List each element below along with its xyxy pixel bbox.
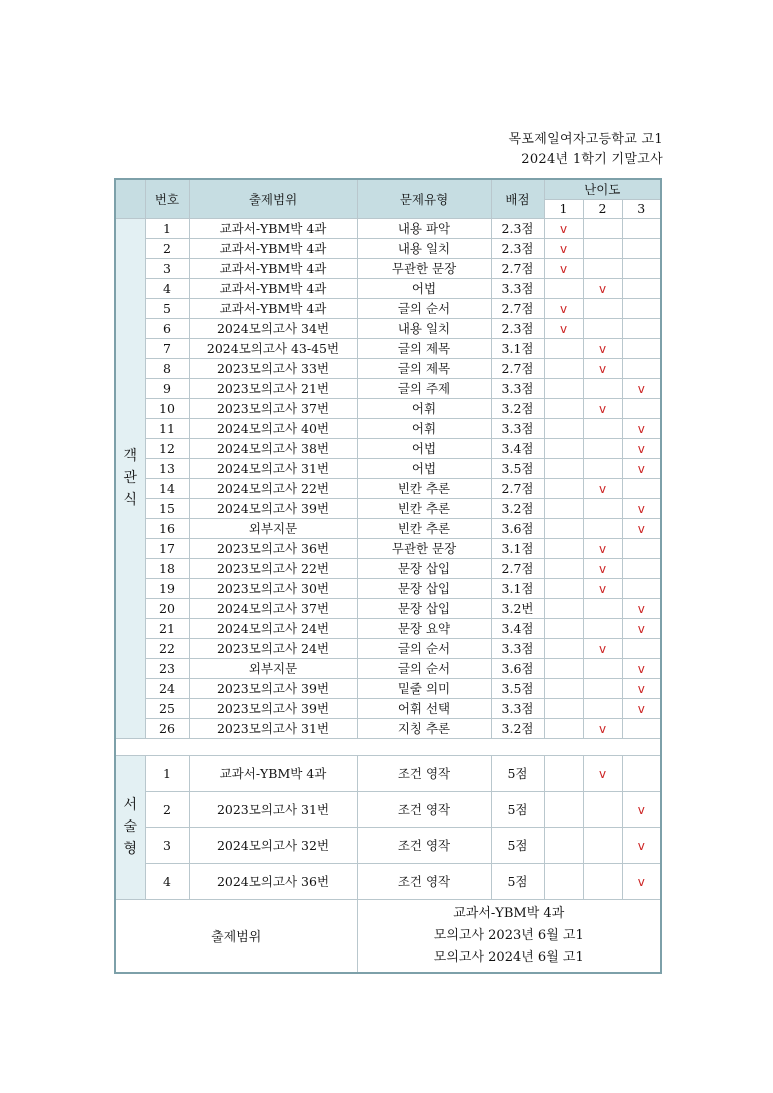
table-row	[115, 318, 661, 338]
exam-spec-table	[114, 178, 662, 974]
question-scope: 2023모의고사 36번	[189, 538, 357, 558]
difficulty-cell-1	[544, 218, 583, 238]
difficulty-cell-1	[544, 358, 583, 378]
scope-summary-line: 교과서-YBM박 4과	[453, 905, 565, 921]
question-type: 글의 주제	[357, 378, 491, 398]
difficulty-cell-1	[544, 498, 583, 518]
question-number: 16	[145, 518, 189, 538]
difficulty-cell-1	[544, 755, 583, 791]
question-number: 8	[145, 358, 189, 378]
question-type: 어법	[357, 438, 491, 458]
section-label-char: 식	[123, 492, 138, 508]
difficulty-cell-3	[622, 358, 661, 378]
difficulty-cell-3	[622, 791, 661, 827]
question-type: 글의 제목	[357, 358, 491, 378]
question-type: 문장 요약	[357, 618, 491, 638]
difficulty-cell-2	[583, 458, 622, 478]
check-mark: v	[598, 341, 607, 356]
question-type: 빈칸 추론	[357, 478, 491, 498]
check-mark: v	[559, 261, 568, 276]
question-scope: 2023모의고사 21번	[189, 378, 357, 398]
scope-summary-label: 출제범위	[115, 899, 357, 973]
table-row	[115, 498, 661, 518]
difficulty-cell-1	[544, 298, 583, 318]
table-row	[115, 678, 661, 698]
header-points: 배점	[491, 179, 544, 218]
question-type: 무관한 문장	[357, 538, 491, 558]
difficulty-cell-2	[583, 618, 622, 638]
check-mark: v	[637, 381, 645, 396]
question-scope: 2024모의고사 38번	[189, 438, 357, 458]
question-type: 빈칸 추론	[357, 498, 491, 518]
scope-summary-row	[115, 899, 661, 973]
question-scope: 교과서-YBM박 4과	[189, 218, 357, 238]
difficulty-cell-1	[544, 538, 583, 558]
difficulty-cell-3	[622, 718, 661, 738]
question-points: 2.3점	[491, 318, 544, 338]
difficulty-cell-2	[583, 658, 622, 678]
question-number: 10	[145, 398, 189, 418]
scope-summary-lines	[357, 899, 661, 973]
difficulty-cell-3	[622, 438, 661, 458]
check-mark: v	[637, 621, 645, 636]
question-points: 2.3점	[491, 218, 544, 238]
difficulty-cell-2	[583, 278, 622, 298]
question-scope: 2023모의고사 31번	[189, 718, 357, 738]
check-mark: v	[637, 874, 645, 889]
section-label-char: 객	[123, 448, 138, 464]
difficulty-cell-1	[544, 618, 583, 638]
difficulty-cell-2	[583, 318, 622, 338]
question-points: 3.2번	[491, 598, 544, 618]
check-mark: v	[637, 701, 645, 716]
question-number: 13	[145, 458, 189, 478]
question-type: 어법	[357, 458, 491, 478]
question-scope: 2023모의고사 39번	[189, 678, 357, 698]
difficulty-cell-3	[622, 298, 661, 318]
question-number: 4	[145, 863, 189, 899]
question-number: 19	[145, 578, 189, 598]
question-points: 3.6점	[491, 518, 544, 538]
question-scope: 2023모의고사 31번	[189, 791, 357, 827]
difficulty-cell-1	[544, 718, 583, 738]
table-row	[115, 827, 661, 863]
question-number: 7	[145, 338, 189, 358]
question-number: 23	[145, 658, 189, 678]
question-number: 24	[145, 678, 189, 698]
table-row	[115, 578, 661, 598]
question-type: 어휘 선택	[357, 698, 491, 718]
difficulty-cell-2	[583, 298, 622, 318]
question-number: 21	[145, 618, 189, 638]
question-points: 3.3점	[491, 278, 544, 298]
question-scope: 2024모의고사 40번	[189, 418, 357, 438]
difficulty-cell-3	[622, 678, 661, 698]
question-scope: 2024모의고사 43-45번	[189, 338, 357, 358]
question-type: 내용 일치	[357, 318, 491, 338]
check-mark: v	[637, 601, 645, 616]
table-row	[115, 698, 661, 718]
table-row	[115, 558, 661, 578]
question-number: 22	[145, 638, 189, 658]
difficulty-cell-1	[544, 658, 583, 678]
question-number: 2	[145, 791, 189, 827]
question-type: 조건 영작	[357, 827, 491, 863]
difficulty-cell-3	[622, 278, 661, 298]
difficulty-cell-2	[583, 258, 622, 278]
check-mark: v	[637, 421, 645, 436]
question-scope: 2023모의고사 33번	[189, 358, 357, 378]
difficulty-cell-2	[583, 558, 622, 578]
question-scope: 2024모의고사 36번	[189, 863, 357, 899]
table-row	[115, 338, 661, 358]
question-type: 내용 파악	[357, 218, 491, 238]
difficulty-cell-2	[583, 358, 622, 378]
difficulty-cell-3	[622, 827, 661, 863]
check-mark: v	[598, 641, 607, 656]
table-row	[115, 478, 661, 498]
question-number: 26	[145, 718, 189, 738]
question-scope: 교과서-YBM박 4과	[189, 298, 357, 318]
check-mark: v	[637, 838, 645, 853]
table-row	[115, 755, 661, 791]
question-type: 문장 삽입	[357, 558, 491, 578]
check-mark: v	[559, 321, 568, 336]
question-points: 3.4점	[491, 618, 544, 638]
question-number: 4	[145, 278, 189, 298]
table-row	[115, 538, 661, 558]
difficulty-cell-3	[622, 598, 661, 618]
question-points: 5점	[491, 755, 544, 791]
difficulty-cell-2	[583, 755, 622, 791]
question-scope: 교과서-YBM박 4과	[189, 258, 357, 278]
question-points: 3.5점	[491, 678, 544, 698]
difficulty-cell-3	[622, 618, 661, 638]
question-type: 어휘	[357, 418, 491, 438]
section-label-char: 서	[123, 797, 138, 813]
difficulty-cell-3	[622, 755, 661, 791]
difficulty-cell-1	[544, 378, 583, 398]
difficulty-cell-3	[622, 418, 661, 438]
question-type: 글의 순서	[357, 658, 491, 678]
question-points: 2.7점	[491, 558, 544, 578]
question-points: 3.1점	[491, 578, 544, 598]
question-type: 글의 제목	[357, 338, 491, 358]
table-row	[115, 658, 661, 678]
question-type: 내용 일치	[357, 238, 491, 258]
question-scope: 2024모의고사 34번	[189, 318, 357, 338]
table-row	[115, 518, 661, 538]
difficulty-cell-1	[544, 518, 583, 538]
question-type: 조건 영작	[357, 755, 491, 791]
header-blank	[115, 179, 145, 218]
difficulty-cell-2	[583, 378, 622, 398]
difficulty-cell-3	[622, 638, 661, 658]
check-mark: v	[598, 481, 607, 496]
difficulty-cell-1	[544, 338, 583, 358]
difficulty-cell-3	[622, 578, 661, 598]
difficulty-cell-1	[544, 791, 583, 827]
question-points: 2.7점	[491, 478, 544, 498]
check-mark: v	[559, 221, 568, 236]
check-mark: v	[598, 721, 607, 736]
difficulty-cell-1	[544, 418, 583, 438]
question-scope: 외부지문	[189, 518, 357, 538]
check-mark: v	[559, 241, 568, 256]
check-mark: v	[598, 766, 607, 781]
header-type: 문제유형	[357, 179, 491, 218]
question-scope: 교과서-YBM박 4과	[189, 238, 357, 258]
difficulty-cell-1	[544, 318, 583, 338]
question-type: 조건 영작	[357, 863, 491, 899]
difficulty-cell-3	[622, 698, 661, 718]
table-row	[115, 791, 661, 827]
question-type: 빈칸 추론	[357, 518, 491, 538]
table-row	[115, 638, 661, 658]
question-points: 3.3점	[491, 638, 544, 658]
question-scope: 2024모의고사 31번	[189, 458, 357, 478]
difficulty-cell-1	[544, 238, 583, 258]
difficulty-cell-2	[583, 418, 622, 438]
question-number: 17	[145, 538, 189, 558]
difficulty-cell-1	[544, 478, 583, 498]
difficulty-cell-3	[622, 458, 661, 478]
difficulty-cell-1	[544, 698, 583, 718]
difficulty-cell-3	[622, 338, 661, 358]
difficulty-cell-1	[544, 678, 583, 698]
difficulty-cell-1	[544, 598, 583, 618]
table-row	[115, 438, 661, 458]
difficulty-cell-3	[622, 318, 661, 338]
question-scope: 2023모의고사 22번	[189, 558, 357, 578]
question-points: 3.5점	[491, 458, 544, 478]
difficulty-cell-3	[622, 538, 661, 558]
question-points: 3.1점	[491, 338, 544, 358]
question-scope: 2024모의고사 24번	[189, 618, 357, 638]
check-mark: v	[637, 521, 645, 536]
question-number: 3	[145, 258, 189, 278]
table-row	[115, 218, 661, 238]
difficulty-cell-3	[622, 558, 661, 578]
table-row	[115, 358, 661, 378]
difficulty-cell-1	[544, 458, 583, 478]
difficulty-cell-3	[622, 498, 661, 518]
objective-section-label	[115, 218, 145, 738]
check-mark: v	[598, 581, 607, 596]
check-mark: v	[637, 461, 645, 476]
check-mark: v	[559, 301, 568, 316]
question-points: 5점	[491, 827, 544, 863]
difficulty-cell-3	[622, 398, 661, 418]
question-points: 3.2점	[491, 398, 544, 418]
table-row	[115, 418, 661, 438]
difficulty-cell-1	[544, 863, 583, 899]
question-type: 글의 순서	[357, 298, 491, 318]
difficulty-cell-1	[544, 558, 583, 578]
question-points: 5점	[491, 863, 544, 899]
header-level-3: 3	[622, 199, 661, 218]
table-row	[115, 278, 661, 298]
question-number: 11	[145, 418, 189, 438]
question-type: 문장 삽입	[357, 598, 491, 618]
difficulty-cell-2	[583, 218, 622, 238]
difficulty-cell-1	[544, 438, 583, 458]
header-difficulty: 난이도	[544, 179, 661, 199]
question-points: 2.3점	[491, 238, 544, 258]
table-row	[115, 618, 661, 638]
question-scope: 2024모의고사 37번	[189, 598, 357, 618]
check-mark: v	[598, 361, 607, 376]
difficulty-cell-2	[583, 338, 622, 358]
difficulty-cell-1	[544, 578, 583, 598]
section-spacer	[115, 738, 661, 755]
difficulty-cell-2	[583, 718, 622, 738]
table-row	[115, 298, 661, 318]
question-points: 3.3점	[491, 698, 544, 718]
question-points: 2.7점	[491, 258, 544, 278]
difficulty-cell-2	[583, 598, 622, 618]
difficulty-cell-3	[622, 478, 661, 498]
table-row	[115, 398, 661, 418]
question-scope: 2023모의고사 37번	[189, 398, 357, 418]
difficulty-cell-2	[583, 791, 622, 827]
question-points: 3.2점	[491, 718, 544, 738]
difficulty-cell-3	[622, 218, 661, 238]
question-points: 2.7점	[491, 298, 544, 318]
question-type: 문장 삽입	[357, 578, 491, 598]
check-mark: v	[598, 541, 607, 556]
question-number: 12	[145, 438, 189, 458]
check-mark: v	[598, 281, 607, 296]
question-type: 지칭 추론	[357, 718, 491, 738]
difficulty-cell-2	[583, 678, 622, 698]
question-points: 3.1점	[491, 538, 544, 558]
difficulty-cell-1	[544, 638, 583, 658]
scope-summary-line: 모의고사 2024년 6월 고1	[433, 949, 584, 965]
scope-summary-line: 모의고사 2023년 6월 고1	[433, 927, 584, 943]
difficulty-cell-3	[622, 378, 661, 398]
difficulty-cell-2	[583, 827, 622, 863]
question-type: 글의 순서	[357, 638, 491, 658]
question-number: 1	[145, 218, 189, 238]
difficulty-cell-2	[583, 438, 622, 458]
question-type: 무관한 문장	[357, 258, 491, 278]
difficulty-cell-2	[583, 638, 622, 658]
question-number: 3	[145, 827, 189, 863]
table-row	[115, 258, 661, 278]
difficulty-cell-2	[583, 398, 622, 418]
table-row	[115, 378, 661, 398]
question-type: 어법	[357, 278, 491, 298]
question-points: 3.6점	[491, 658, 544, 678]
table-row	[115, 598, 661, 618]
difficulty-cell-1	[544, 258, 583, 278]
question-number: 6	[145, 318, 189, 338]
difficulty-cell-2	[583, 518, 622, 538]
difficulty-cell-1	[544, 398, 583, 418]
question-number: 1	[145, 755, 189, 791]
check-mark: v	[598, 401, 607, 416]
difficulty-cell-1	[544, 827, 583, 863]
question-scope: 2024모의고사 39번	[189, 498, 357, 518]
question-number: 18	[145, 558, 189, 578]
question-scope: 교과서-YBM박 4과	[189, 755, 357, 791]
header-number: 번호	[145, 179, 189, 218]
question-number: 20	[145, 598, 189, 618]
difficulty-cell-2	[583, 863, 622, 899]
difficulty-cell-2	[583, 578, 622, 598]
header-scope: 출제범위	[189, 179, 357, 218]
question-type: 밑줄 의미	[357, 678, 491, 698]
difficulty-cell-2	[583, 498, 622, 518]
spacer-cell	[115, 738, 661, 755]
question-scope: 2024모의고사 22번	[189, 478, 357, 498]
question-number: 5	[145, 298, 189, 318]
question-scope: 2023모의고사 30번	[189, 578, 357, 598]
descriptive-section-label	[115, 755, 145, 899]
question-points: 5점	[491, 791, 544, 827]
check-mark: v	[637, 802, 645, 817]
question-scope: 2024모의고사 32번	[189, 827, 357, 863]
check-mark: v	[637, 681, 645, 696]
question-number: 2	[145, 238, 189, 258]
question-number: 25	[145, 698, 189, 718]
header-level-1: 1	[544, 199, 583, 218]
header-level-2: 2	[583, 199, 622, 218]
table-row	[115, 718, 661, 738]
question-scope: 외부지문	[189, 658, 357, 678]
difficulty-cell-3	[622, 863, 661, 899]
exam-title: 2024년 1학기 기말고사	[521, 152, 663, 167]
question-scope: 교과서-YBM박 4과	[189, 278, 357, 298]
difficulty-cell-3	[622, 518, 661, 538]
school-name: 목포제일여자고등학교 고1	[508, 132, 663, 147]
table-row	[115, 458, 661, 478]
table-row	[115, 238, 661, 258]
question-points: 2.7점	[491, 358, 544, 378]
question-number: 9	[145, 378, 189, 398]
question-number: 14	[145, 478, 189, 498]
section-label-char: 형	[123, 841, 138, 857]
question-scope: 2023모의고사 24번	[189, 638, 357, 658]
difficulty-cell-3	[622, 658, 661, 678]
difficulty-cell-2	[583, 478, 622, 498]
section-label-char: 관	[123, 470, 138, 486]
question-points: 3.2점	[491, 498, 544, 518]
question-type: 어휘	[357, 398, 491, 418]
difficulty-cell-3	[622, 258, 661, 278]
section-label-char: 술	[123, 819, 138, 835]
question-number: 15	[145, 498, 189, 518]
check-mark: v	[637, 441, 645, 456]
difficulty-cell-2	[583, 238, 622, 258]
check-mark: v	[637, 661, 645, 676]
question-type: 조건 영작	[357, 791, 491, 827]
question-points: 3.3점	[491, 378, 544, 398]
question-points: 3.4점	[491, 438, 544, 458]
check-mark: v	[637, 501, 645, 516]
check-mark: v	[598, 561, 607, 576]
difficulty-cell-1	[544, 278, 583, 298]
difficulty-cell-2	[583, 698, 622, 718]
question-scope: 2023모의고사 39번	[189, 698, 357, 718]
question-points: 3.3점	[491, 418, 544, 438]
difficulty-cell-2	[583, 538, 622, 558]
table-row	[115, 863, 661, 899]
difficulty-cell-3	[622, 238, 661, 258]
